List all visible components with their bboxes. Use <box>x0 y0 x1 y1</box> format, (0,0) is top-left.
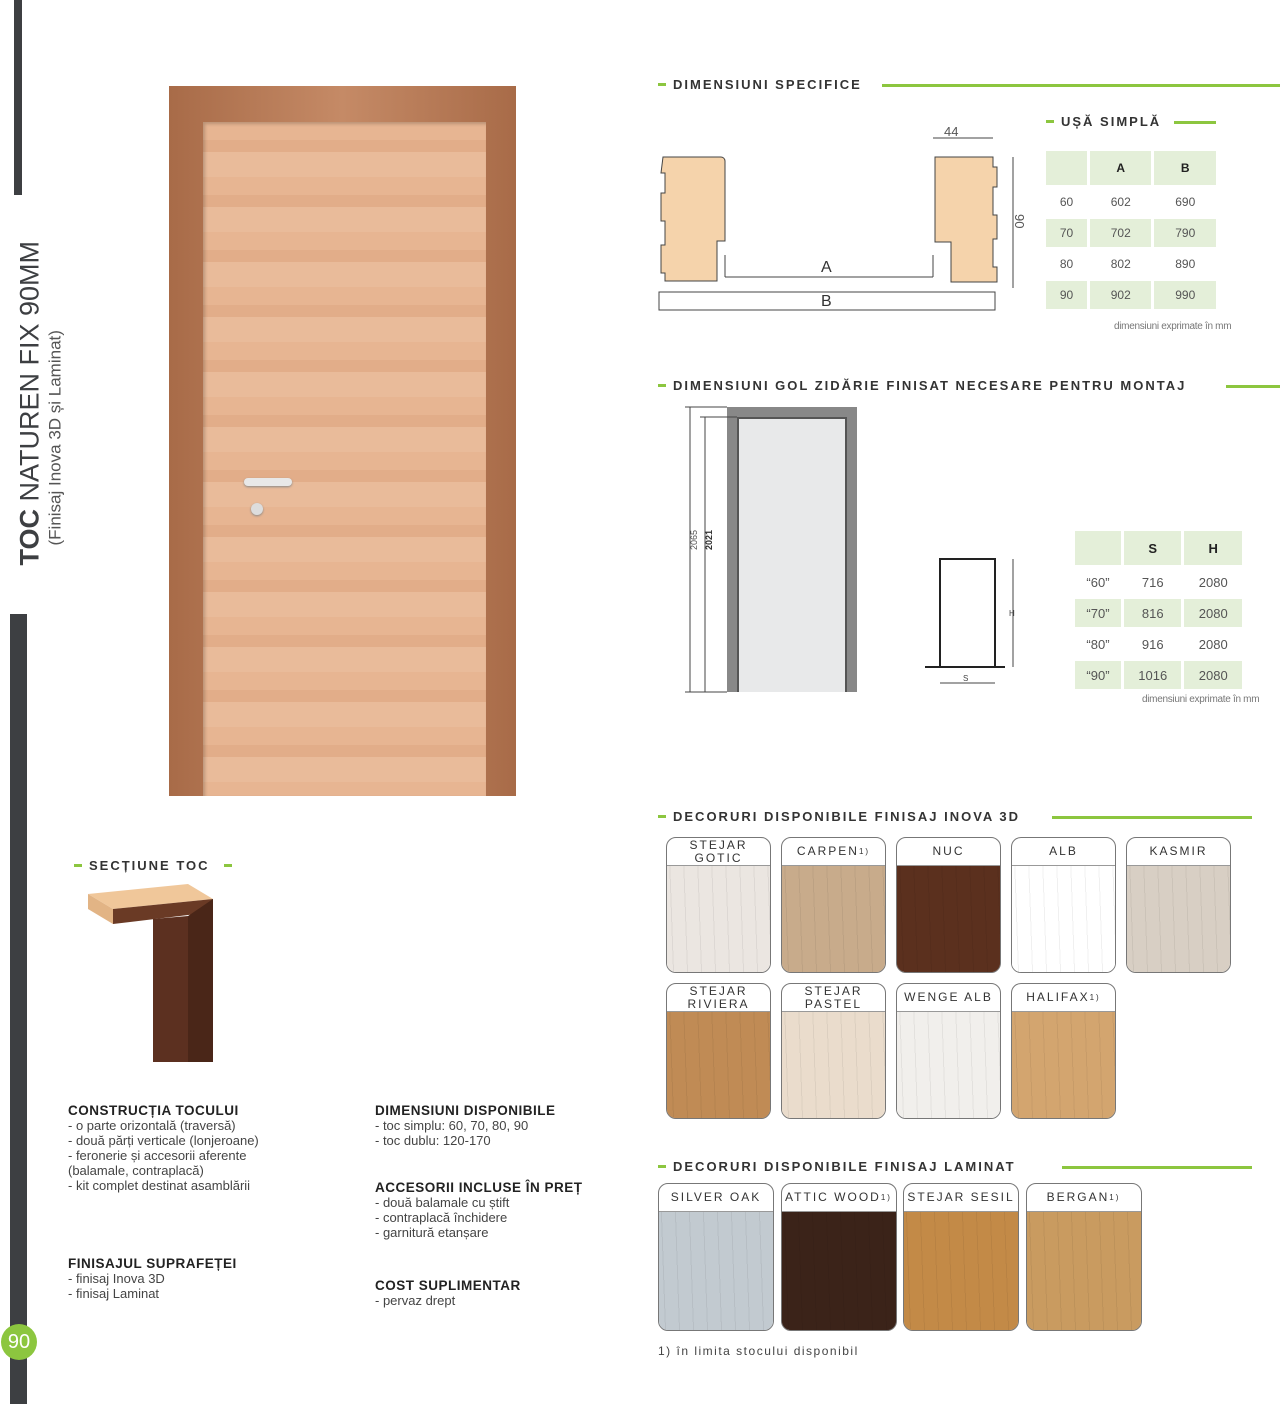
decor-swatch <box>781 837 886 973</box>
door-image <box>169 86 516 796</box>
heading-gol: DIMENSIUNI GOL ZIDĂRIE FINISAT NECESARE PENTRU MONTAJ <box>658 378 1186 393</box>
dim-S-label: S <box>963 674 969 683</box>
decor-name: STEJAR GOTIC <box>667 838 770 866</box>
dim-B-label: B <box>821 293 832 310</box>
decor-texture <box>1012 866 1115 972</box>
decor-texture <box>667 866 770 972</box>
decor-swatch <box>903 1183 1019 1331</box>
heading-usa-simpla: UȘĂ SIMPLĂ <box>1046 114 1161 129</box>
info-accesorii: ACCESORII INCLUSE ÎN PREȚ - două balamale cu știft - contraplacă închidere - garnitură etanșare <box>375 1180 583 1240</box>
decor-texture <box>904 1212 1018 1330</box>
decor-name: SILVER OAK <box>659 1184 773 1212</box>
info-dimensiuni: DIMENSIUNI DISPONIBILE - toc simplu: 60, 70, 80, 90 - toc dublu: 120-170 <box>375 1103 556 1148</box>
title-bold: TOC <box>14 508 45 566</box>
dim-H-label: H <box>1009 609 1015 618</box>
decor-texture <box>1127 866 1230 972</box>
page-number: 90 <box>1 1324 37 1360</box>
usa-table-note: dimensiuni exprimate în mm <box>1114 321 1232 332</box>
decor-swatch <box>1126 837 1231 973</box>
info-constructia: CONSTRUCȚIA TOCULUI - o parte orizontală (traversă) - două părți verticale (lonjeroane) - feronerie și accesorii aferente (balamale, contraplacă) - kit complet destinat asamblării <box>68 1103 259 1193</box>
usa-simpla-table: A B 60 602 690 70 702 790 80 802 890 90 902 990 <box>1043 148 1219 312</box>
gol-table-note: dimensiuni exprimate în mm <box>1142 694 1260 705</box>
decor-name: ALB <box>1012 838 1115 866</box>
door-handle-icon <box>244 478 292 486</box>
info-cost: COST SUPLIMENTAR - pervaz drept <box>375 1278 521 1308</box>
decor-swatch <box>666 837 771 973</box>
decor-texture <box>897 1012 1000 1118</box>
wall-opening-diagram <box>675 400 1015 700</box>
decor-name: STEJAR PASTEL <box>782 984 885 1012</box>
heading-dim-specifice: DIMENSIUNI SPECIFICE <box>658 77 862 92</box>
decor-swatch <box>896 983 1001 1119</box>
title-rest: NATUREN FIX 90MM <box>14 240 45 509</box>
decor-name: ATTIC WOOD 1) <box>782 1184 896 1212</box>
decor-swatch <box>1026 1183 1142 1331</box>
heading-sectiune: SECȚIUNE TOC <box>74 858 239 873</box>
decor-swatch <box>658 1183 774 1331</box>
side-bar-top <box>14 0 22 195</box>
decor-name: NUC <box>897 838 1000 866</box>
frame-section-image <box>88 884 218 1064</box>
decor-swatch <box>896 837 1001 973</box>
decor-swatch <box>781 983 886 1119</box>
dim-A-label: A <box>821 259 832 276</box>
decor-swatch <box>1011 983 1116 1119</box>
decor-swatch <box>666 983 771 1119</box>
decor-texture <box>782 866 885 972</box>
dim-2065-label: 2065 <box>689 529 699 550</box>
side-bar-bottom <box>10 614 27 1404</box>
decor-texture <box>1012 1012 1115 1118</box>
dim-90-label: 90 <box>1012 214 1027 229</box>
decor-texture <box>782 1012 885 1118</box>
heading-laminat: DECORURI DISPONIBILE FINISAJ LAMINAT <box>658 1159 1016 1174</box>
decor-swatch <box>781 1183 897 1331</box>
decor-swatch <box>1011 837 1116 973</box>
decor-texture <box>667 1012 770 1118</box>
gol-table: S H “60” 716 2080 “70” 816 2080 “80” 916 2080 “90” 1016 2080 <box>1072 528 1245 692</box>
decor-name: HALIFAX 1) <box>1012 984 1115 1012</box>
decor-name: STEJAR SESIL <box>904 1184 1018 1212</box>
decor-texture <box>897 866 1000 972</box>
footnote: 1) în limita stocului disponibil <box>658 1344 859 1358</box>
page-subtitle: (Finisaj Inova 3D și Laminat) <box>45 330 65 546</box>
decor-name: STEJAR RIVIERA <box>667 984 770 1012</box>
decor-name: CARPEN 1) <box>782 838 885 866</box>
decor-name: BERGAN 1) <box>1027 1184 1141 1212</box>
info-finisajul: FINISAJUL SUPRAFEȚEI - finisaj Inova 3D - finisaj Laminat <box>68 1256 237 1301</box>
decor-name: KASMIR <box>1127 838 1230 866</box>
dim-2021-label: 2021 <box>704 529 714 550</box>
decor-name: WENGE ALB <box>897 984 1000 1012</box>
decor-texture <box>659 1212 773 1330</box>
dim-44-label: 44 <box>944 124 959 139</box>
heading-inova: DECORURI DISPONIBILE FINISAJ INOVA 3D <box>658 809 1020 824</box>
door-lock-icon <box>251 503 263 515</box>
decor-texture <box>1027 1212 1141 1330</box>
page-title <box>14 240 66 566</box>
decor-texture <box>782 1212 896 1330</box>
frame-section-diagram <box>655 120 1035 320</box>
